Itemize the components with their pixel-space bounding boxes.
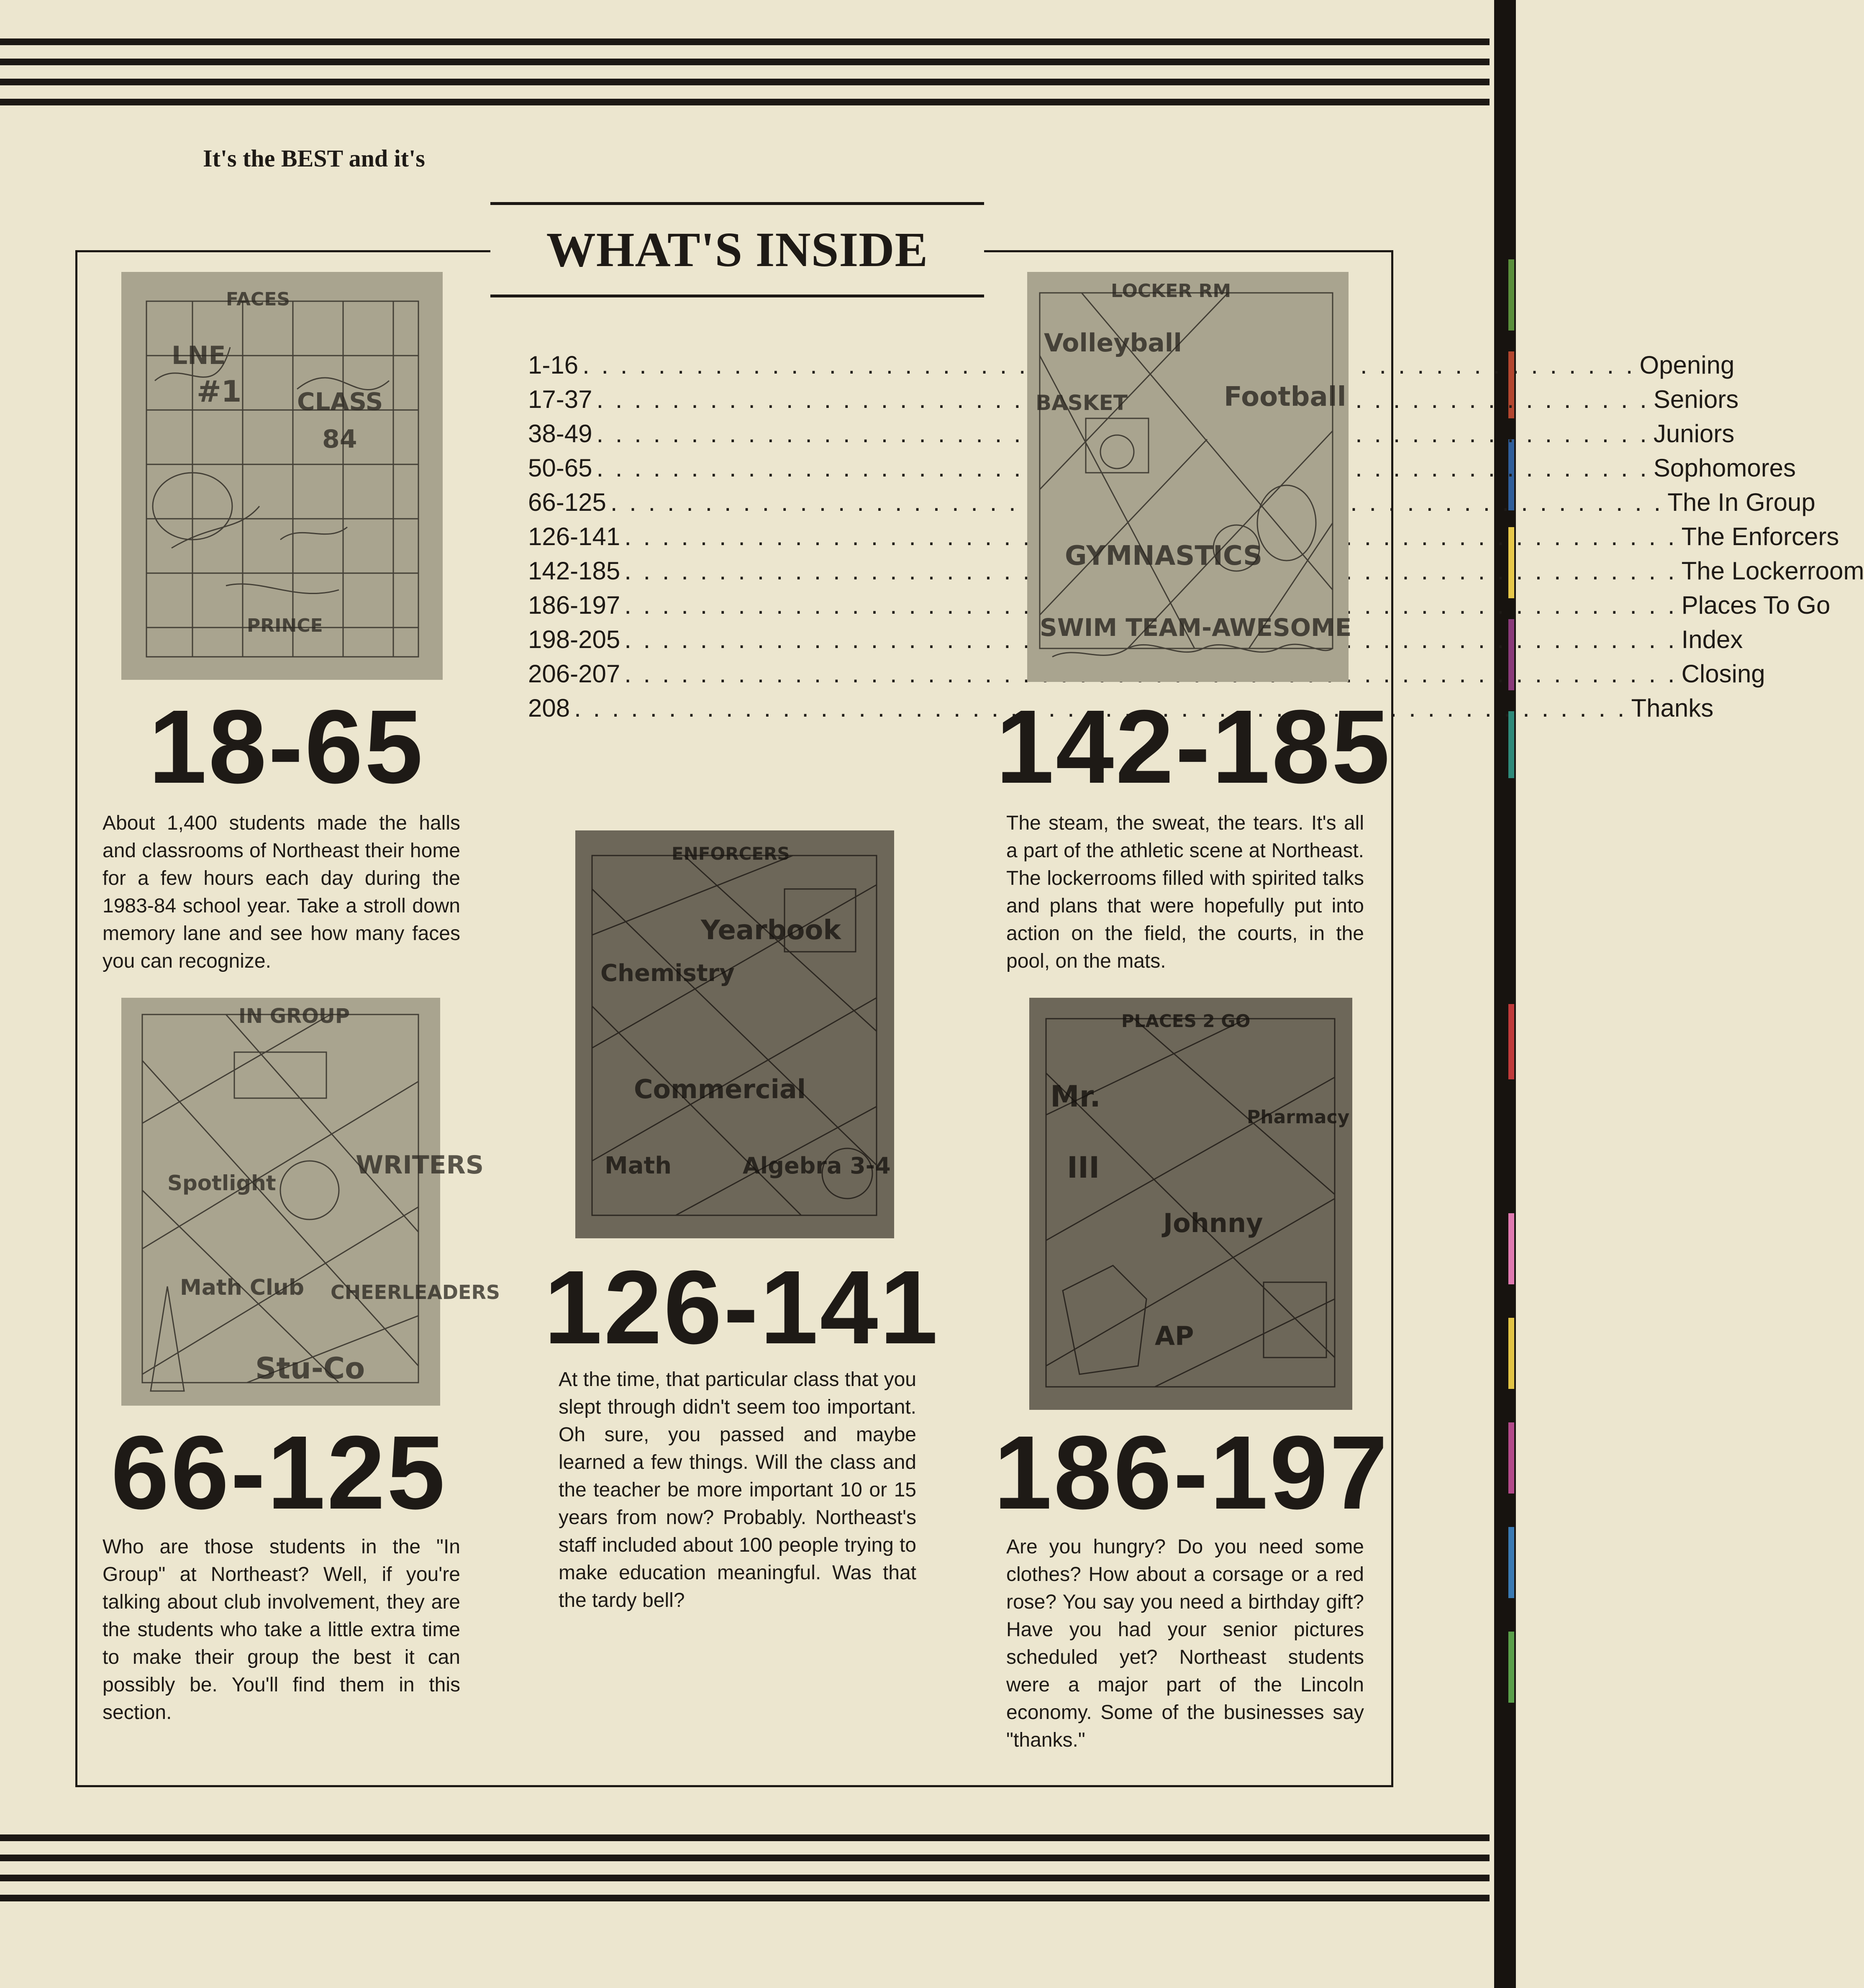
svg-text:Algebra 3-4: Algebra 3-4 (743, 1153, 891, 1179)
title-box (490, 202, 984, 297)
toc-section: The In Group (1667, 488, 1815, 516)
lockerroom-collage-image (1027, 272, 1352, 682)
svg-text:LNE: LNE (172, 341, 226, 370)
places-collage-image (1029, 998, 1352, 1410)
toc-section: Thanks (1631, 694, 1714, 722)
toc-section: Seniors (1653, 385, 1739, 413)
svg-text:AP: AP (1155, 1321, 1194, 1351)
ingroup-collage-image (121, 998, 500, 1406)
svg-text:Volleyball: Volleyball (1044, 328, 1182, 358)
svg-text:Johnny: Johnny (1163, 1208, 1263, 1238)
toc-pages: 126-141 (528, 523, 620, 551)
svg-text:BASKET: BASKET (1036, 391, 1128, 415)
lockerroom-description: The steam, the sweat, the tears. It's all a part of the athletic scene at Northeast. The lockerrooms filled with spirited talks and plans that were hopefully put into action on the field, the courts, in the pool, on the mats. (1006, 812, 1364, 972)
faces-page-range: 18-65 (149, 688, 425, 805)
enforcers-page-range: 126-141 (544, 1249, 940, 1365)
top-stripes (0, 38, 1490, 118)
svg-text:84: 84 (322, 425, 357, 454)
svg-text:SWIM TEAM-AWESOME: SWIM TEAM-AWESOME (1040, 613, 1352, 642)
page-title: WHAT'S INSIDE (546, 222, 928, 277)
svg-text:CHEERLEADERS: CHEERLEADERS (331, 1281, 500, 1304)
svg-text:Football: Football (1224, 382, 1346, 412)
svg-text:Pharmacy: Pharmacy (1247, 1107, 1350, 1128)
svg-text:Commercial: Commercial (634, 1074, 806, 1104)
faces-collage-image (121, 272, 443, 680)
svg-text:Math Club: Math Club (180, 1275, 305, 1300)
toc-section: Opening (1639, 351, 1735, 379)
enforcers-description: At the time, that particular class that you slept through didn't seem too important. Oh sure, you passed and maybe learned a few things. Will the class and the teacher be more important 10 or 15 years from now? Probably. Northeast's staff included about 100 people trying to make education meaningful. Was that the tardy bell? (559, 1368, 916, 1611)
toc-row[interactable] (528, 659, 1765, 694)
svg-text:Math: Math (605, 1152, 672, 1179)
toc-section: The Lockerroom (1681, 557, 1864, 585)
svg-text:WRITERS: WRITERS (356, 1150, 484, 1180)
svg-text:PRINCE: PRINCE (247, 615, 323, 636)
faces-description: About 1,400 students made the halls and classrooms of Northeast their home for a few hours each day during the 1983-84 school year. Take a stroll down memory lane and see how many faces you can recognize. (103, 812, 460, 972)
bottom-stripes (0, 1834, 1490, 1914)
svg-text:LOCKER RM: LOCKER RM (1111, 280, 1231, 302)
toc-pages: 206-207 (528, 660, 620, 688)
enforcers-collage-image (575, 830, 894, 1238)
toc-pages: 66-125 (528, 488, 606, 516)
toc-pages: 142-185 (528, 557, 620, 585)
toc-section: Places To Go (1681, 591, 1831, 619)
toc-row[interactable] (528, 351, 1735, 385)
ingroup-page-range: 66-125 (111, 1414, 447, 1531)
places-page-range: 186-197 (994, 1414, 1390, 1531)
svg-text:FACES: FACES (226, 289, 290, 310)
toc-section: Juniors (1653, 420, 1735, 448)
toc-row[interactable] (528, 488, 1815, 522)
toc-pages: 186-197 (528, 591, 620, 619)
svg-text:III: III (1067, 1150, 1100, 1185)
svg-text:CLASS: CLASS (297, 387, 383, 416)
toc-pages: 38-49 (528, 420, 592, 448)
toc-pages: 198-205 (528, 625, 620, 653)
toc-section: Closing (1681, 660, 1765, 688)
toc-pages: 208 (528, 694, 570, 722)
svg-text:Mr.: Mr. (1050, 1079, 1101, 1114)
toc-section: Sophomores (1653, 454, 1796, 482)
toc-section: Index (1681, 625, 1743, 653)
svg-text:PLACES 2 GO: PLACES 2 GO (1121, 1011, 1251, 1031)
svg-text:Chemistry: Chemistry (600, 960, 735, 987)
toc-section: The Enforcers (1681, 523, 1839, 551)
kicker-text: It's the BEST and it's (203, 145, 425, 172)
toc-row[interactable] (528, 694, 1714, 728)
svg-text:ENFORCERS: ENFORCERS (672, 843, 790, 864)
ingroup-description: Who are those students in the "In Group" at Northeast? Well, if you're talking about club involvement, they are the students who take a little extra time to make their group the best it can possibly be. You'll find them in this section. (103, 1536, 460, 1724)
svg-text:IN GROUP: IN GROUP (238, 1004, 350, 1028)
svg-text:Yearbook: Yearbook (701, 915, 841, 946)
places-description: Are you hungry? Do you need some clothes? How about a corsage or a red rose? You say you need a birthday gift? Have you had your senior pictures scheduled yet? Northeast students were a major part of the Lincoln economy. Some of the businesses say "thanks." (1006, 1536, 1364, 1751)
toc-pages: 17-37 (528, 385, 592, 413)
lockerroom-page-range: 142-185 (996, 688, 1392, 805)
toc-pages: 1-16 (528, 351, 579, 379)
toc-row[interactable] (528, 591, 1831, 625)
toc-row[interactable] (528, 419, 1735, 453)
svg-text:Spotlight: Spotlight (167, 1171, 276, 1195)
binding-spine (1494, 0, 1516, 1988)
toc-pages: 50-65 (528, 454, 592, 482)
toc-row[interactable] (528, 453, 1796, 488)
svg-text:GYMNASTICS: GYMNASTICS (1065, 541, 1263, 571)
svg-text:Stu-Co: Stu-Co (255, 1351, 365, 1386)
svg-text:#1: #1 (197, 374, 242, 409)
